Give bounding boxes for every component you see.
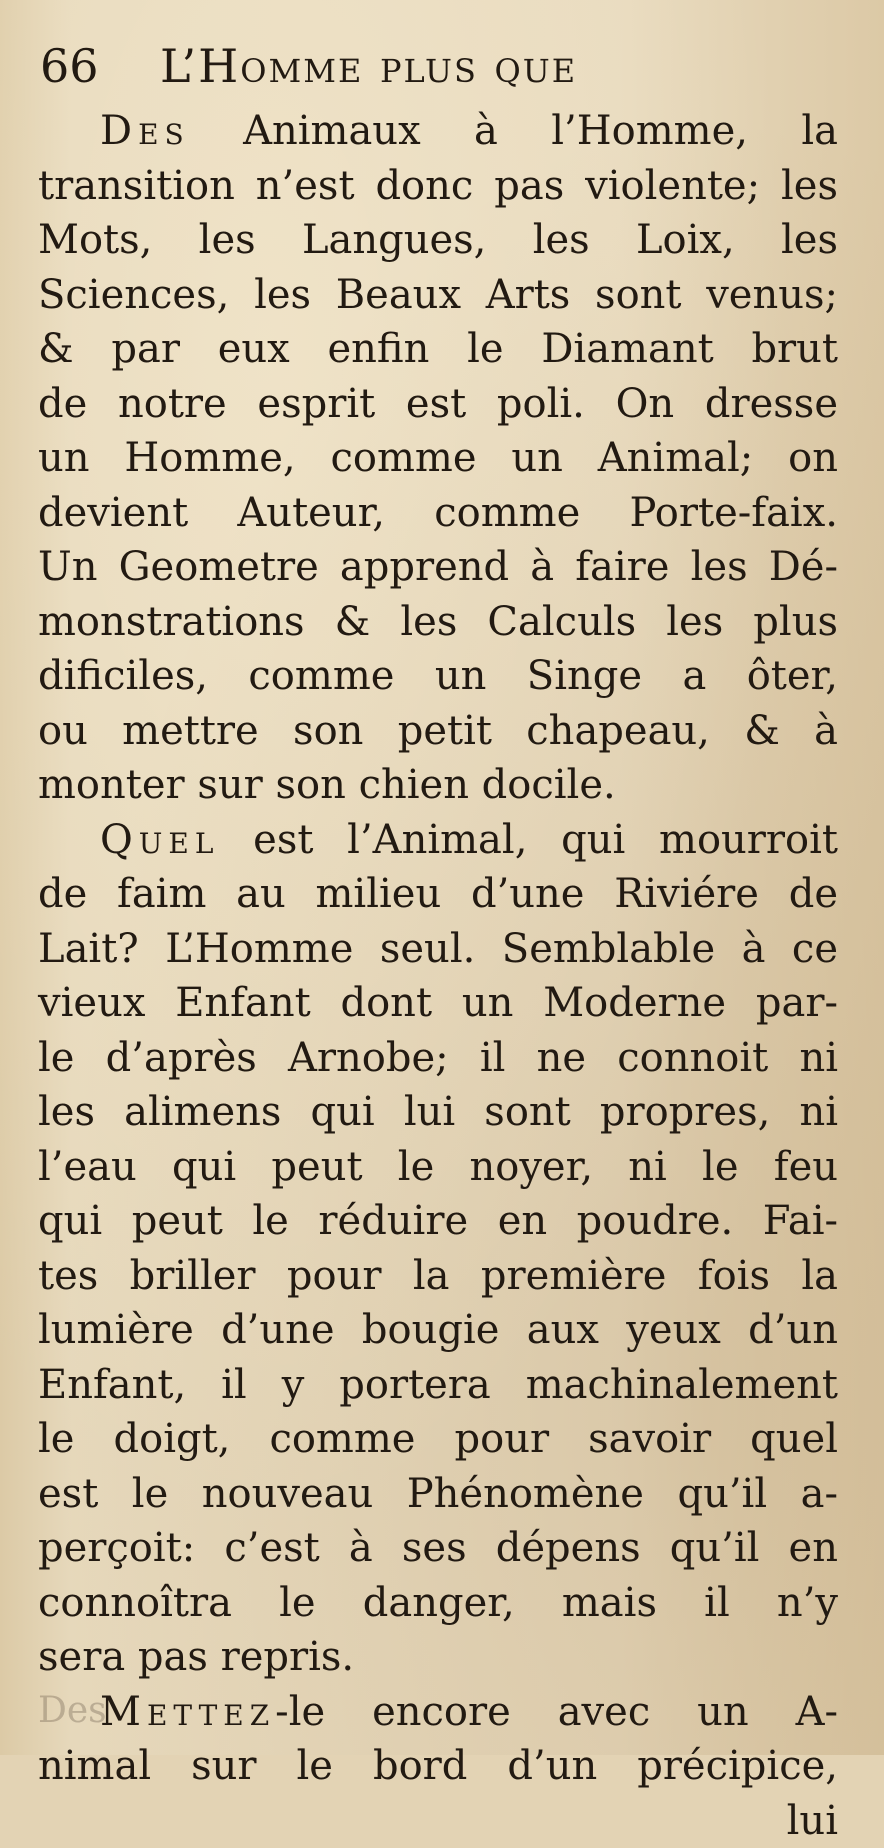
running-title: L’Homme plus que [160,39,577,93]
paragraph-lead-word: Quel [100,817,219,863]
text-line: Un Geometre apprend à faire les Dé- [38,540,838,595]
text-line: est le nouveau Phénomène qu’il a- [38,1467,838,1522]
text-line: ou mettre son petit chapeau, & à [38,704,838,759]
body-text [38,104,838,1848]
text-line: Enfant, il y portera machinalement [38,1358,838,1413]
text-line: sera pas repris. [38,1630,838,1685]
text-line: devient Auteur, comme Porte-faix. [38,486,838,541]
paragraph-lead-word: Mettez [100,1689,275,1735]
paragraph-lead-word: Des [100,108,190,154]
text-line: Mots, les Langues, les Loix, les [38,213,838,268]
text-line: de notre esprit est poli. On dresse [38,377,838,432]
text-line: transition n’est donc pas violente; les [38,159,838,214]
line-text: est l’Animal, qui mourroit [219,817,838,863]
text-line: les alimens qui lui sont propres, ni [38,1085,838,1140]
text-line: qui peut le réduire en poudre. Fai- [38,1194,838,1249]
text-line: perçoit: c’est à ses dépens qu’il en [38,1521,838,1576]
text-line: nimal sur le bord d’un précipice, [38,1739,838,1794]
text-line: & par eux enfin le Diamant brut [38,322,838,377]
text-line: de faim au milieu d’une Riviére de [38,867,838,922]
text-line: Lait? L’Homme seul. Semblable à ce [38,922,838,977]
text-line [38,1685,838,1740]
text-line: lumière d’une bougie aux yeux d’un [38,1303,838,1358]
line-text: -le encore avec un A- [275,1689,838,1735]
text-line: monter sur son chien docile. [38,758,838,813]
text-line: le doigt, comme pour savoir quel [38,1412,838,1467]
text-line: Sciences, les Beaux Arts sont venus; [38,268,838,323]
text-line: vieux Enfant dont un Moderne par- [38,976,838,1031]
line-text: Animaux à l’Homme, la [190,108,838,154]
text-line: dificiles, comme un Singe a ôter, [38,649,838,704]
text-line: connoîtra le danger, mais il n’y [38,1576,838,1631]
text-line: le d’après Arnobe; il ne connoit ni [38,1031,838,1086]
page-number: 66 [40,38,160,94]
text-line: monstrations & les Calculs les plus [38,595,838,650]
running-head [40,38,860,94]
text-line [38,104,838,159]
text-line: lui [38,1794,838,1848]
show-through-text: Des [38,1690,107,1731]
text-line: un Homme, comme un Animal; on [38,431,838,486]
text-line: tes briller pour la première fois la [38,1249,838,1304]
text-line: l’eau qui peut le noyer, ni le feu [38,1140,838,1195]
text-line [38,813,838,868]
